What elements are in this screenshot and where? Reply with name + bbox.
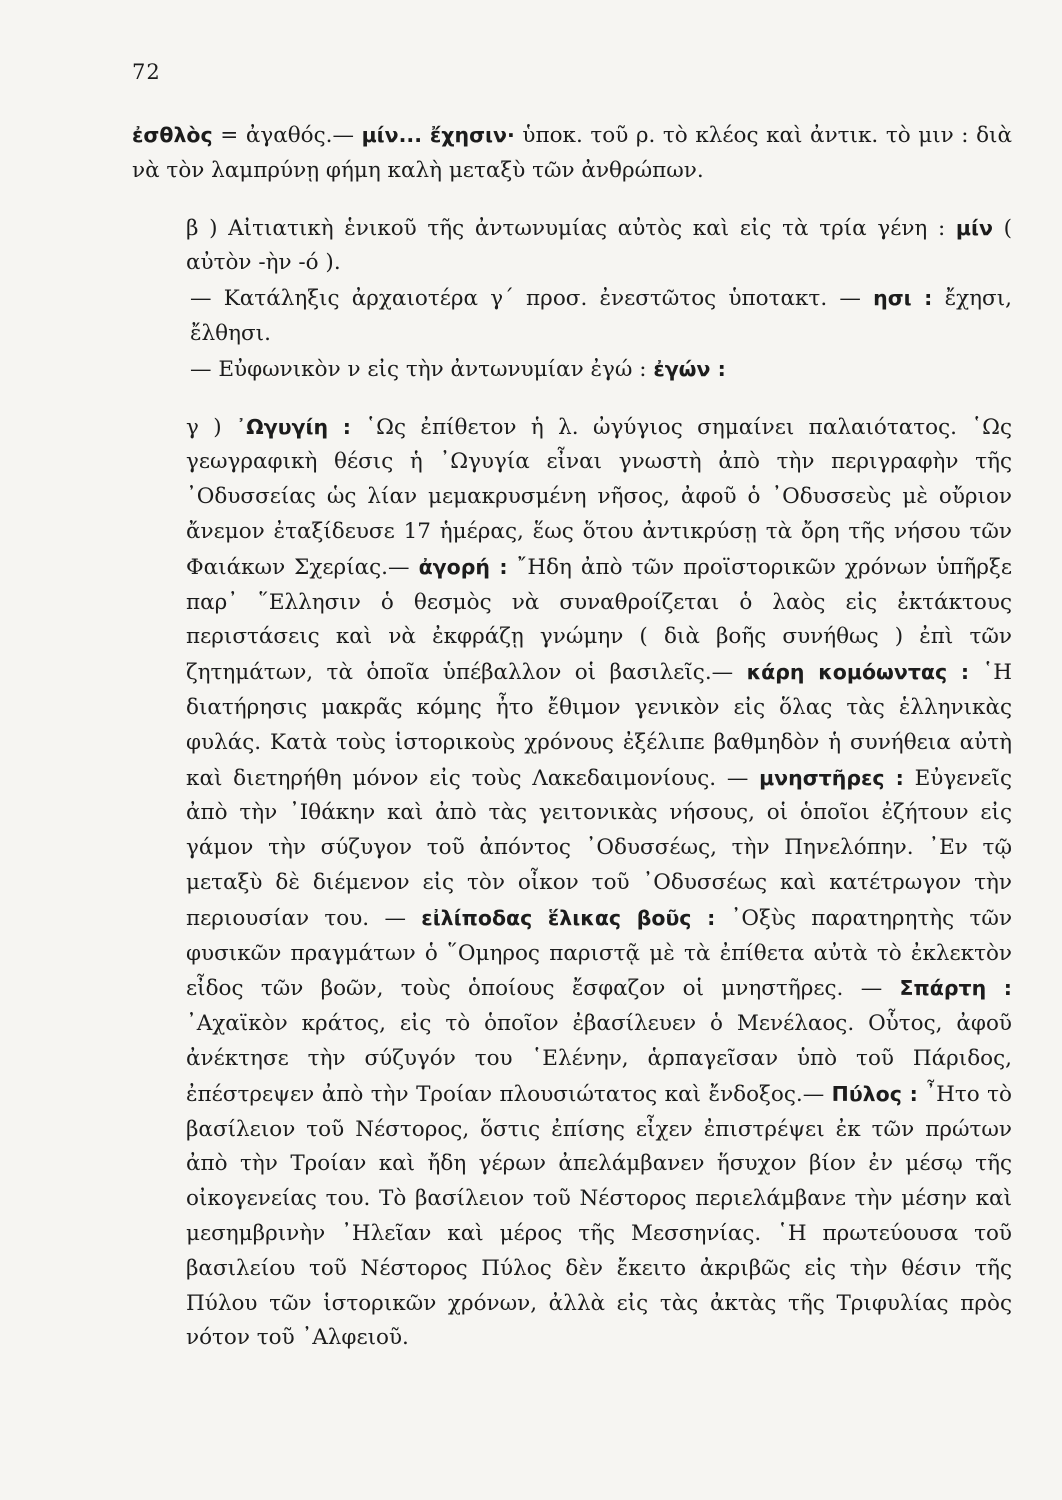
gloss-text: ἔχησι, ἔλθησι.	[190, 286, 1012, 346]
gloss-text: γ )	[186, 414, 237, 440]
gloss-text: — Κατάληξις ἀρχαιοτέρα γ΄ προσ. ἐνεστῶτος ὑποτακτ. —	[190, 286, 874, 312]
paragraph-esthlos	[132, 118, 1012, 189]
lemma-term: μίν	[955, 215, 993, 240]
gloss-text: ῎Ηδη ἀπὸ τῶν προϊστορικῶν χρόνων ὑπῆρξε παρ᾿ ῞Ελλησιν ὁ θεσμὸς νὰ συναθροίζεται ὁ λαὸς εἰς ἐκτάκτους περιστάσεις καὶ νὰ ἐκφράζῃ γνώμην ( διὰ βοῆς συνήθως ) ἐπὶ τῶν ζητημάτων, τὰ ὁποῖα ὑπέβαλλον οἱ βασιλεῖς.—	[186, 554, 1012, 686]
lemma-term: μνηστῆρες :	[759, 765, 904, 790]
lemma-term: Πύλος :	[831, 1081, 918, 1106]
paragraph-ogygie	[132, 410, 1012, 1357]
gloss-text: ὑποκ. τοῦ ρ. τὸ κλέος καὶ ἀντικ. τὸ μιν : διὰ νὰ τὸν λαμπρύνῃ φήμη καλὴ μεταξὺ τῶν ἀνθρώπων.	[132, 123, 1012, 183]
lemma-term: ἐσθλὸς	[132, 123, 213, 147]
lemma-term: ἐγών :	[653, 356, 726, 381]
lemma-term: κάρη κομόωντας :	[746, 660, 970, 685]
gloss-text: ῾Η διατήρησις μακρᾶς κόμης ἦτο ἔθιμον γενικὸν εἰς ὅλας τὰς ἑλληνικὰς φυλάς. Κατὰ τοὺς ἱστορικοὺς χρόνους ἐξέλιπε βαθμηδὸν ἡ συνήθεια αὐτὴ καὶ διετηρήθη μόνον εἰς τοὺς Λακεδαιμονίους. —	[186, 660, 1012, 791]
gloss-text: ( αὐτὸν -ὴν -ό ).	[186, 215, 1012, 276]
gloss-text: ῾Ως ἐπίθετον ἡ λ. ὠγύγιος σημαίνει παλαιότατος. ῾Ως γεωγραφικὴ θέσις ἡ ᾿Ωγυγία εἶναι γνωστὴ ἀπὸ τὴν περιγραφὴν τῆς ᾿Οδυσσείας ὡς λίαν μεμακρυσμένη νῆσος, ἀφοῦ ὁ ᾿Οδυσσεὺς μὲ οὔριον ἄνεμον ἐταξίδευσε 17 ἡμέρας, ἕως ὅτου ἀντικρύσῃ τὰ ὄρη τῆς νήσου τῶν Φαιάκων Σχερίας.—	[186, 414, 1012, 580]
lemma-term: μίν... ἔχησιν·	[361, 123, 515, 147]
paragraph-min-accusative	[132, 211, 1012, 282]
lemma-term: ἀγορή :	[418, 554, 508, 579]
gloss-text: ῏Ητο τὸ βασίλειον τοῦ Νέστορος, ὅστις ἐπίσης εἶχεν ἐπιστρέψει ἐκ τῶν πρώτων ἀπὸ τὴν Τροίαν καὶ ἤδη γέρων ἀπελάμβανεν ἥσυχον βίον ἐν μέσῳ τῆς οἰκογενείας του. Τὸ βασίλειον τοῦ Νέστορος περιελάμβανε τὴν μέσην καὶ μεσημβρινὴν ᾿Ηλεῖαν καὶ μέρος τῆς Μεσσηνίας. ῾Η πρωτεύουσα τοῦ βασιλείου τοῦ Νέστορος Πύλος δὲν ἔκειτο ἀκριβῶς εἰς τὴν θέσιν τῆς Πύλου τῶν ἱστορικῶν χρόνων, ἀλλὰ εἰς τὰς ἀκτὰς τῆς Τριφυλίας πρὸς νότον τοῦ ᾿Αλφειοῦ.	[186, 1081, 1012, 1351]
gloss-text: Εὐγενεῖς ἀπὸ τὴν ᾿Ιθάκην καὶ ἀπὸ τὰς γειτονικὰς νήσους, οἱ ὁποῖοι ἐζήτουν εἰς γάμον τὴν σύζυγον τοῦ ἀπόντος ᾿Οδυσσέως, τὴν Πηνελόπην. ᾿Εν τῷ μεταξὺ δὲ διέμενον εἰς τὸν οἶκον τοῦ ᾿Οδυσσέως καὶ κατέτρωγον τὴν περιουσίαν του. —	[186, 765, 1012, 931]
paragraph-esi-ending	[132, 281, 1012, 352]
lemma-term: ᾿Ωγυγίη :	[236, 414, 351, 439]
gloss-text: ᾿Αχαϊκὸν κράτος, εἰς τὸ ὁποῖον ἐβασίλευεν ὁ Μενέλαος. Οὗτος, ἀφοῦ ἀνέκτησε τὴν σύζυγόν του ῾Ελένην, ἁρπαγεῖσαν ὑπὸ τοῦ Πάριδος, ἐπέστρεψεν ἀπὸ τὴν Τροίαν πλουσιώτατος καὶ ἔνδοξος.—	[186, 1011, 1012, 1107]
commentary-text	[132, 118, 1012, 1356]
lemma-term: Σπάρτη :	[899, 976, 1012, 1001]
gloss-text: = ἀγαθός.—	[212, 123, 362, 148]
gloss-text: — Εὐφωνικὸν ν εἰς τὴν ἀντωνυμίαν ἐγώ :	[190, 356, 654, 382]
lemma-term: εἰλίποδας ἕλικας βοῦς :	[421, 905, 716, 930]
lemma-term: ησι :	[873, 286, 933, 311]
paragraph-egon	[132, 352, 1012, 388]
page-number: 72	[132, 60, 161, 84]
gloss-text: β ) Αἰτιατικὴ ἑνικοῦ τῆς ἀντωνυμίας αὐτὸς καὶ εἰς τὰ τρία γένη :	[186, 215, 956, 241]
gloss-text: ᾿Οξὺς παρατηρητὴς τῶν φυσικῶν πραγμάτων ὁ ῞Ομηρος παριστᾷ μὲ τὰ ἐπίθετα αὐτὰ τὸ ἐκλεκτὸν εἶδος τῶν βοῶν, τοὺς ὁποίους ἔσφαζον οἱ μνηστῆρες. —	[186, 905, 1013, 1002]
